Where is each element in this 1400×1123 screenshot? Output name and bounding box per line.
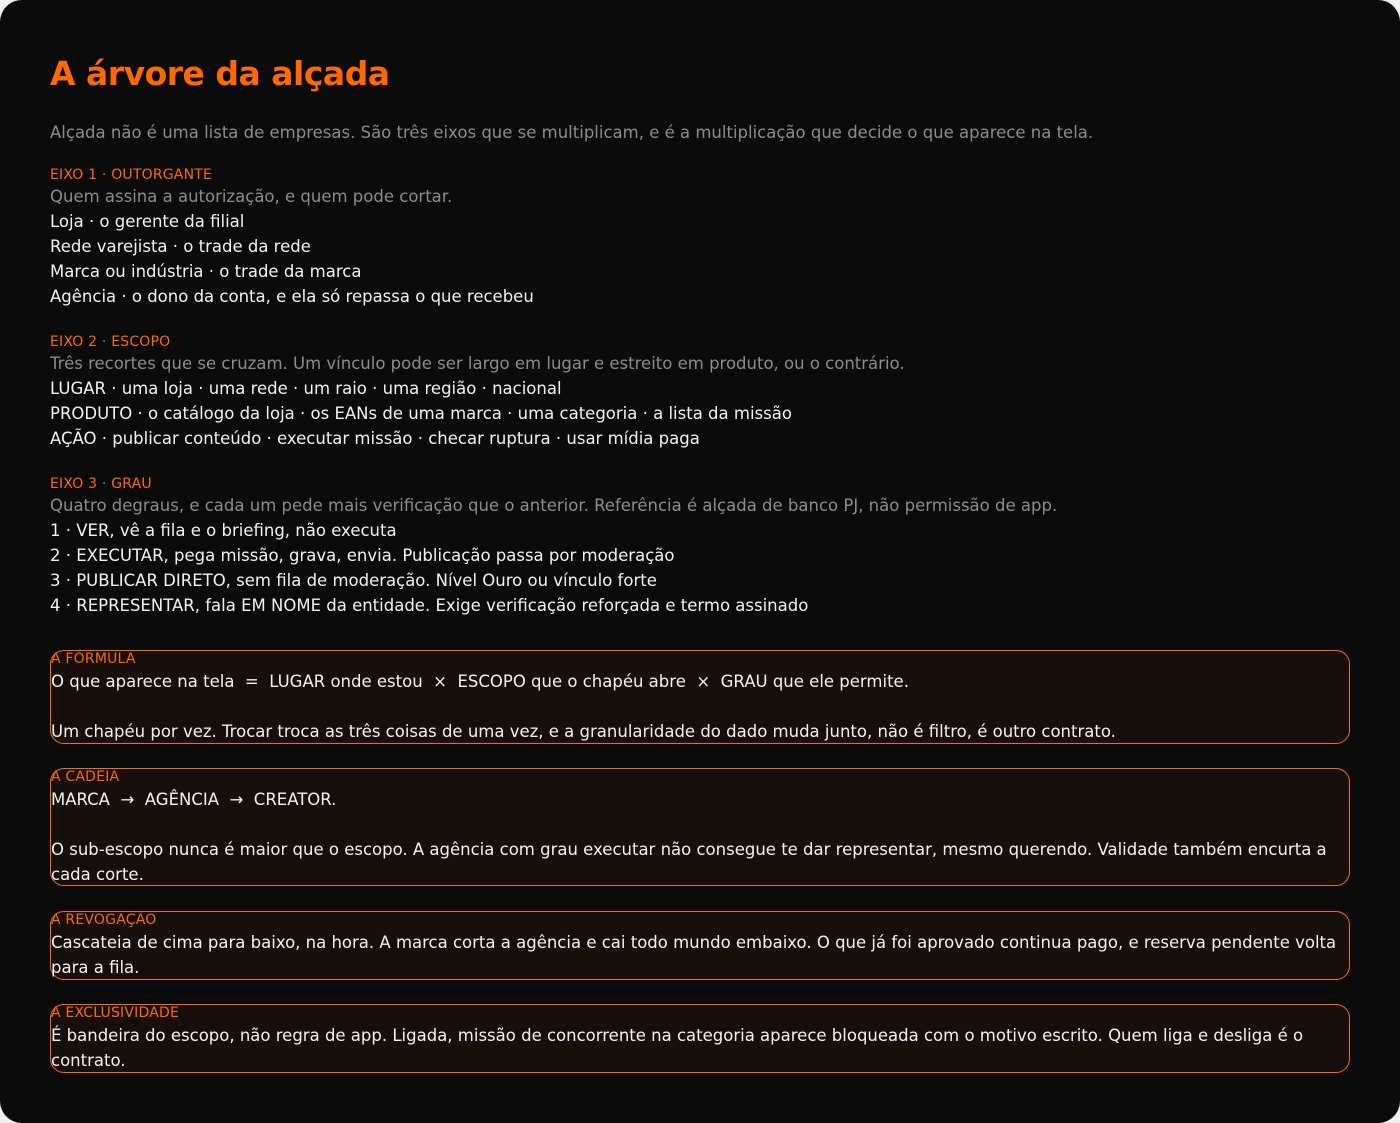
box-label: A CADEIA bbox=[51, 769, 120, 785]
revogacao-text: Cascateia de cima para baixo, na hora. A marca corta a agência e cai todo mundo embaixo. O que já foi aprovado continua pago, e reserva pendente volta para a fila. bbox=[51, 933, 1337, 977]
axis-label: EIXO 3 · GRAU bbox=[50, 476, 152, 492]
axis-section-grau bbox=[50, 475, 1350, 618]
document-content bbox=[50, 52, 1350, 618]
formula-box bbox=[50, 650, 1350, 744]
axis-item: PRODUTO · o catálogo da loja · os EANs de uma marca · uma categoria · a lista da missão bbox=[50, 404, 792, 423]
axis-section-outorgante bbox=[50, 166, 1350, 309]
axis-item: Loja · o gerente da filial bbox=[50, 212, 245, 231]
cadeia-box bbox=[50, 768, 1350, 886]
axis-item: Rede varejista · o trade da rede bbox=[50, 237, 311, 256]
page-title: A árvore da alçada bbox=[50, 54, 390, 93]
axis-item: LUGAR · uma loja · uma rede · um raio · uma região · nacional bbox=[50, 379, 562, 398]
axis-item: 1 · VER, vê a fila e o briefing, não executa bbox=[50, 521, 397, 540]
intro-paragraph: Alçada não é uma lista de empresas. São três eixos que se multiplicam, e é a multiplicação que decide o que aparece na tela. bbox=[50, 123, 1094, 142]
axis-item: 2 · EXECUTAR, pega missão, grava, envia. Publicação passa por moderação bbox=[50, 546, 675, 565]
formula-expression: O que aparece na tela = LUGAR onde estou × ESCOPO que o chapéu abre × GRAU que ele permite. bbox=[51, 672, 909, 691]
box-label: A REVOGAÇÃO bbox=[51, 912, 157, 928]
cadeia-note: O sub-escopo nunca é maior que o escopo. A agência com grau executar não consegue te dar representar, mesmo querendo. Validade também encurta a cada corte. bbox=[51, 840, 1327, 884]
cadeia-chain: MARCA → AGÊNCIA → CREATOR. bbox=[51, 790, 337, 809]
axis-description: Três recortes que se cruzam. Um vínculo pode ser largo em lugar e estreito em produto, ou o contrário. bbox=[50, 354, 905, 373]
box-label: A FÓRMULA bbox=[51, 651, 136, 667]
exclusividade-box bbox=[50, 1004, 1350, 1073]
axis-description: Quatro degraus, e cada um pede mais verificação que o anterior. Referência é alçada de banco PJ, não permissão de app. bbox=[50, 496, 1058, 515]
formula-note: Um chapéu por vez. Trocar troca as três coisas de uma vez, e a granularidade do dado muda junto, não é filtro, é outro contrato. bbox=[51, 722, 1116, 741]
box-label: A EXCLUSIVIDADE bbox=[51, 1005, 180, 1021]
exclusividade-text: É bandeira do escopo, não regra de app. Ligada, missão de concorrente na categoria aparece bloqueada com o motivo escrito. Quem liga e desliga é o contrato. bbox=[51, 1026, 1304, 1070]
axis-item: 3 · PUBLICAR DIRETO, sem fila de moderação. Nível Ouro ou vínculo forte bbox=[50, 571, 657, 590]
axis-section-escopo bbox=[50, 333, 1350, 451]
axis-label: EIXO 1 · OUTORGANTE bbox=[50, 167, 213, 183]
axis-item: Marca ou indústria · o trade da marca bbox=[50, 262, 362, 281]
axis-description: Quem assina a autorização, e quem pode cortar. bbox=[50, 187, 453, 206]
revogacao-box bbox=[50, 911, 1350, 980]
axis-item: Agência · o dono da conta, e ela só repassa o que recebeu bbox=[50, 287, 534, 306]
axis-item: 4 · REPRESENTAR, fala EM NOME da entidade. Exige verificação reforçada e termo assinado bbox=[50, 596, 809, 615]
axis-label: EIXO 2 · ESCOPO bbox=[50, 334, 171, 350]
axis-item: AÇÃO · publicar conteúdo · executar missão · checar ruptura · usar mídia paga bbox=[50, 429, 700, 448]
